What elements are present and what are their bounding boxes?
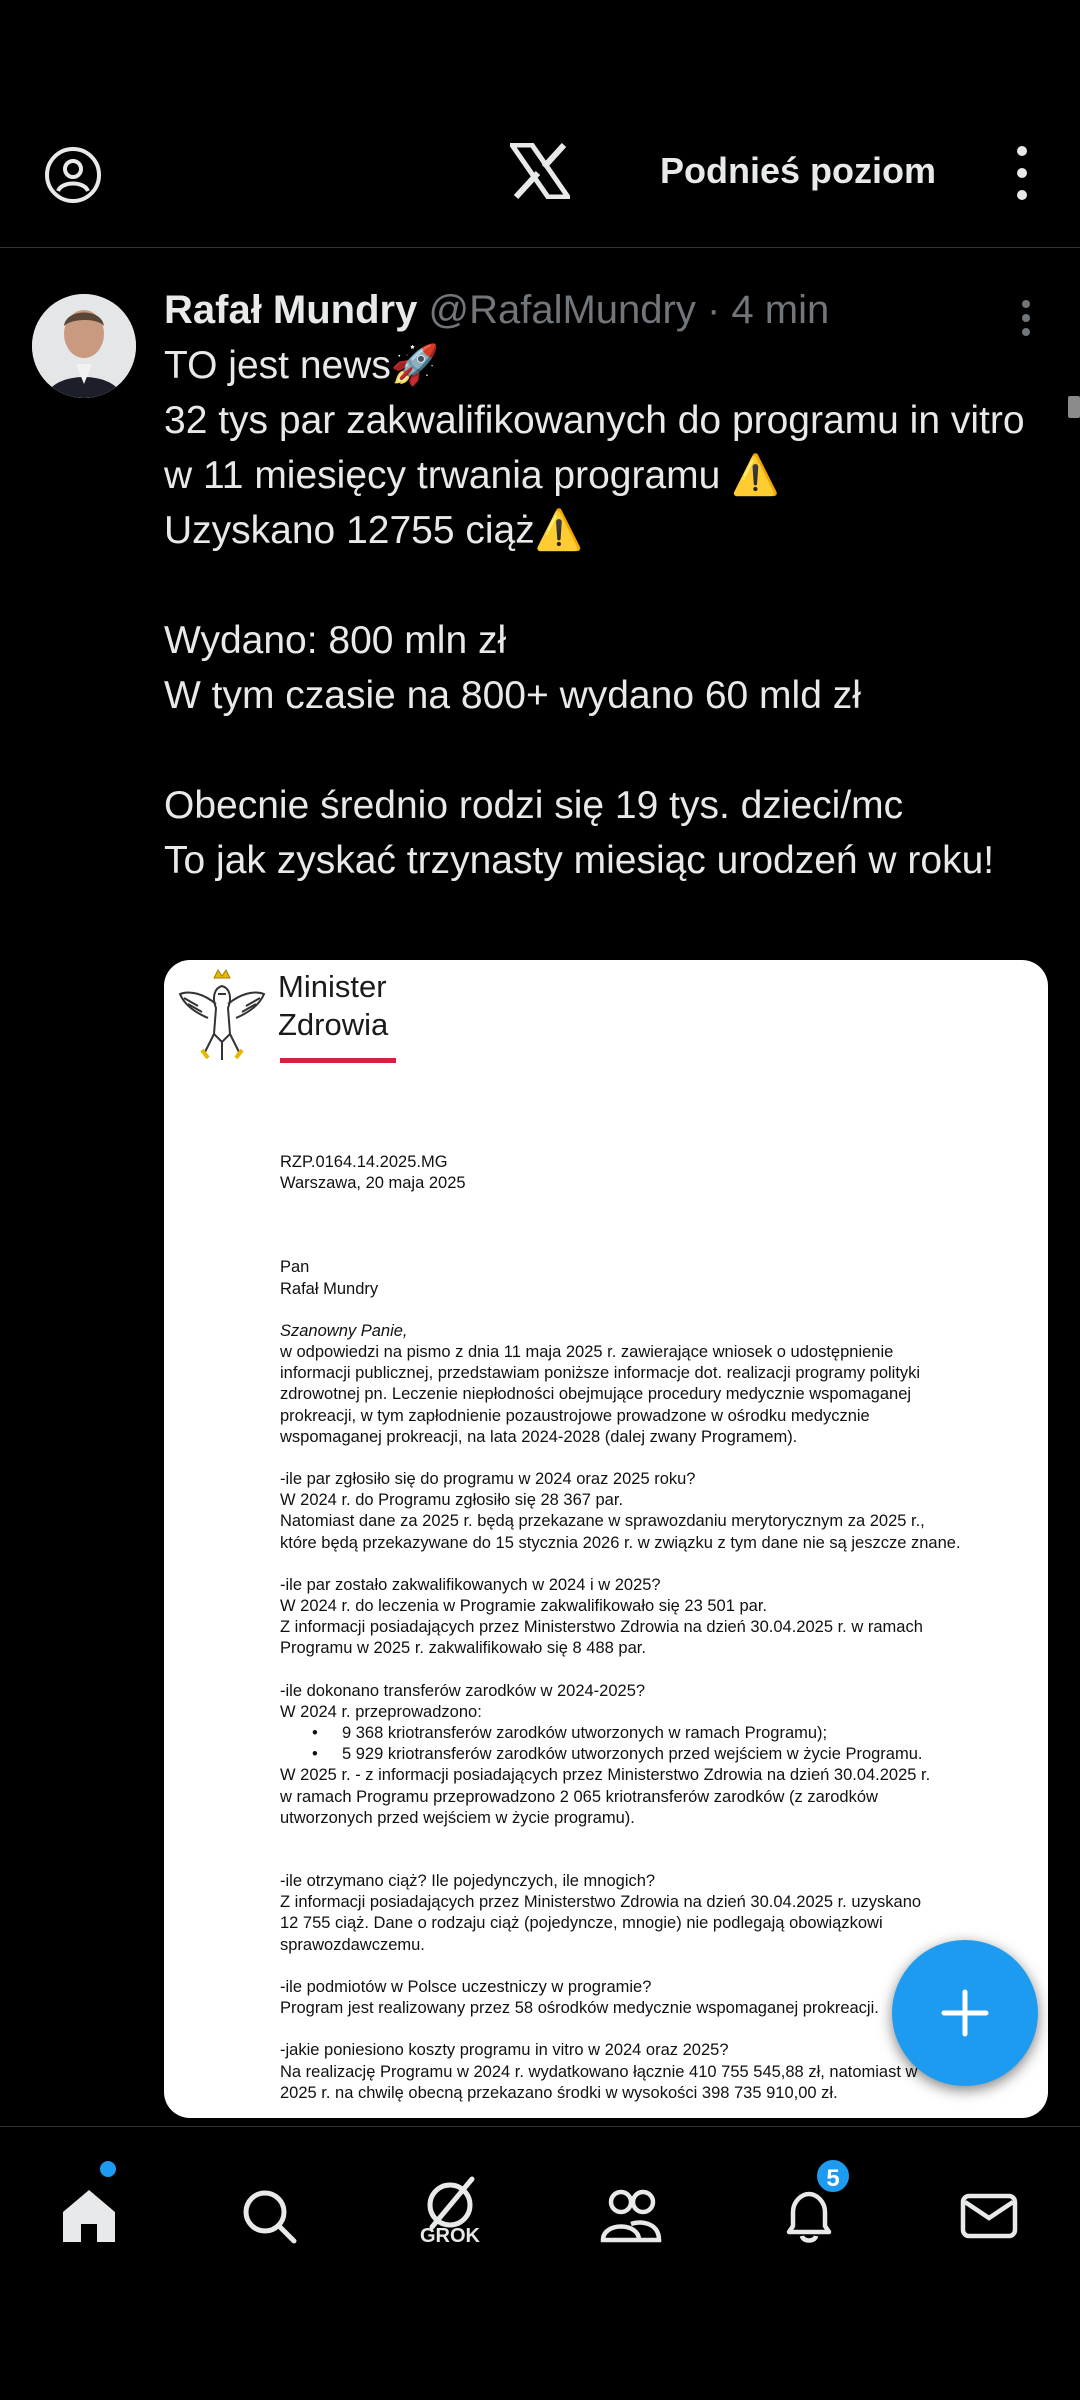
- question-2: -ile par zostało zakwalifikowanych w 2024 i w 2025? W 2024 r. do leczenia w Programie zakwalifikowało się 23 501 par. Z informacji posiadających przez Ministerstwo Zdrowia na dzień 30.04.2025 r. w ramach Programu w 2025 r. zakwalifikowało się 8 488 par.: [280, 1575, 923, 1658]
- compose-button[interactable]: [892, 1940, 1038, 2086]
- place-date: Warszawa, 20 maja 2025: [280, 1174, 466, 1193]
- question-1: -ile par zgłosiło się do programu w 2024 oraz 2025 roku? W 2024 r. do Programu zgłosiło się 28 367 par. Natomiast dane za 2025 r. będą przekazane w sprawozdaniu merytorycznym za 2025 r., które będą przekazywane do 15 stycznia 2026 r. w związku z tym dane nie są jeszcze znane.: [280, 1470, 961, 1552]
- more-options-icon[interactable]: [1010, 146, 1034, 200]
- scroll-indicator[interactable]: [1068, 396, 1080, 418]
- list-item: • 9 368 kriotransferów zarodków utworzonych w ramach Programu);: [312, 1723, 1030, 1744]
- tweet-text: TO jest news🚀 32 tys par zakwalifikowanych do programu in vitro w 11 miesięcy trwania programu ⚠️ Uzyskano 12755 ciąż⚠️ Wydano: 800 mln zł W tym czasie na 800+ wydano 60 mld zł Obecnie średnio rodzi się 19 tys. dzieci/mc To jak zyskać trzynasty miesiąc urodzeń w roku!: [164, 344, 1025, 882]
- polish-eagle-icon: [174, 964, 270, 1064]
- profile-icon[interactable]: [44, 146, 102, 204]
- tweet-header: [164, 288, 829, 333]
- search-icon: [239, 2186, 299, 2246]
- question-3-rest: W 2025 r. - z informacji posiadających przez Ministerstwo Zdrowia na dzień 30.04.2025 r. w ramach Programu przeprowadzono 2 065 kriotransferów zarodków (z zarodków utworzonych przed wejściem w życie programu).: [280, 1766, 931, 1827]
- list-item: • 5 929 kriotransferów zarodków utworzonych przed wejściem w życie Programu.: [312, 1744, 1030, 1765]
- nav-communities[interactable]: [584, 2171, 674, 2261]
- author-name[interactable]: Rafał Mundry: [164, 288, 418, 332]
- author-handle[interactable]: @RafalMundry: [428, 288, 696, 332]
- avatar[interactable]: [32, 294, 136, 398]
- home-icon: [59, 2186, 119, 2246]
- notification-badge: 5: [814, 2157, 852, 2195]
- tweet-more-icon[interactable]: [1022, 300, 1032, 342]
- nav-messages[interactable]: [944, 2171, 1034, 2261]
- question-6: -jakie poniesiono koszty programu in vitro w 2024 oraz 2025? Na realizację Programu w 2024 r. wydatkowano łącznie 410 755 545,88 zł, natomiast w 2025 r. na chwilę obecną przekazano środki w wysokości 398 735 910,00 zł.: [280, 2041, 918, 2102]
- top-bar: [0, 0, 1080, 248]
- plus-icon: [940, 1988, 990, 2038]
- transfer-list: [312, 1723, 1030, 1765]
- x-logo-icon[interactable]: [510, 143, 570, 199]
- home-notification-dot: [100, 2161, 116, 2177]
- mail-icon: [959, 2186, 1019, 2246]
- separator: ·: [695, 288, 732, 332]
- reference: RZP.0164.14.2025.MG: [280, 1153, 448, 1171]
- salutation: Szanowny Panie,: [280, 1321, 408, 1340]
- question-4: -ile otrzymano ciąż? Ile pojedynczych, ile mnogich? Z informacji posiadających przez Ministerstwo Zdrowia na dzień 30.04.2025 r. uzyskano 12 755 ciąż. Dane o rodzaju ciąż (pojedyncze, mnogie) nie podlegają obowiązkowi sprawozdawczemu.: [280, 1872, 922, 1954]
- tweet-image[interactable]: [164, 960, 1048, 2118]
- grok-label: GROK: [420, 2225, 480, 2247]
- recipient: Pan Rafał Mundry: [280, 1258, 379, 1298]
- bottom-nav: [0, 2126, 1080, 2400]
- bell-icon: [779, 2186, 839, 2246]
- nav-home[interactable]: [44, 2171, 134, 2261]
- question-3: -ile dokonano transferów zarodków w 2024-2025? W 2024 r. przeprowadzono:: [280, 1681, 646, 1721]
- ministry-name: Minister Zdrowia: [278, 969, 389, 1042]
- tweet-time: 4 min: [731, 288, 830, 332]
- upgrade-button[interactable]: Podnieś poziom: [660, 150, 937, 191]
- communities-icon: [599, 2186, 663, 2246]
- question-5: -ile podmiotów w Polsce uczestniczy w programie? Program jest realizowany przez 58 ośrodków medycznie wspomaganej prokreacji.: [280, 1977, 879, 2018]
- nav-search[interactable]: [224, 2171, 314, 2261]
- intro-paragraph: w odpowiedzi na pismo z dnia 11 maja 2025 r. zawierające wniosek o udostępnienie informacji publicznej, przedstawiam poniższe informacje dot. realizacji programy polityki zdrowotnej pn. Leczenie niepłodności obejmujące procedury medycznie wspomaganej prokreacji, w tym zapłodnienie pozaustrojowe prowadzone w ośrodku medycznie wspomaganej prokreacji, na lata 2024-2028 (dalej zwany Programem).: [280, 1343, 921, 1446]
- ministry-redbar: [280, 1058, 396, 1063]
